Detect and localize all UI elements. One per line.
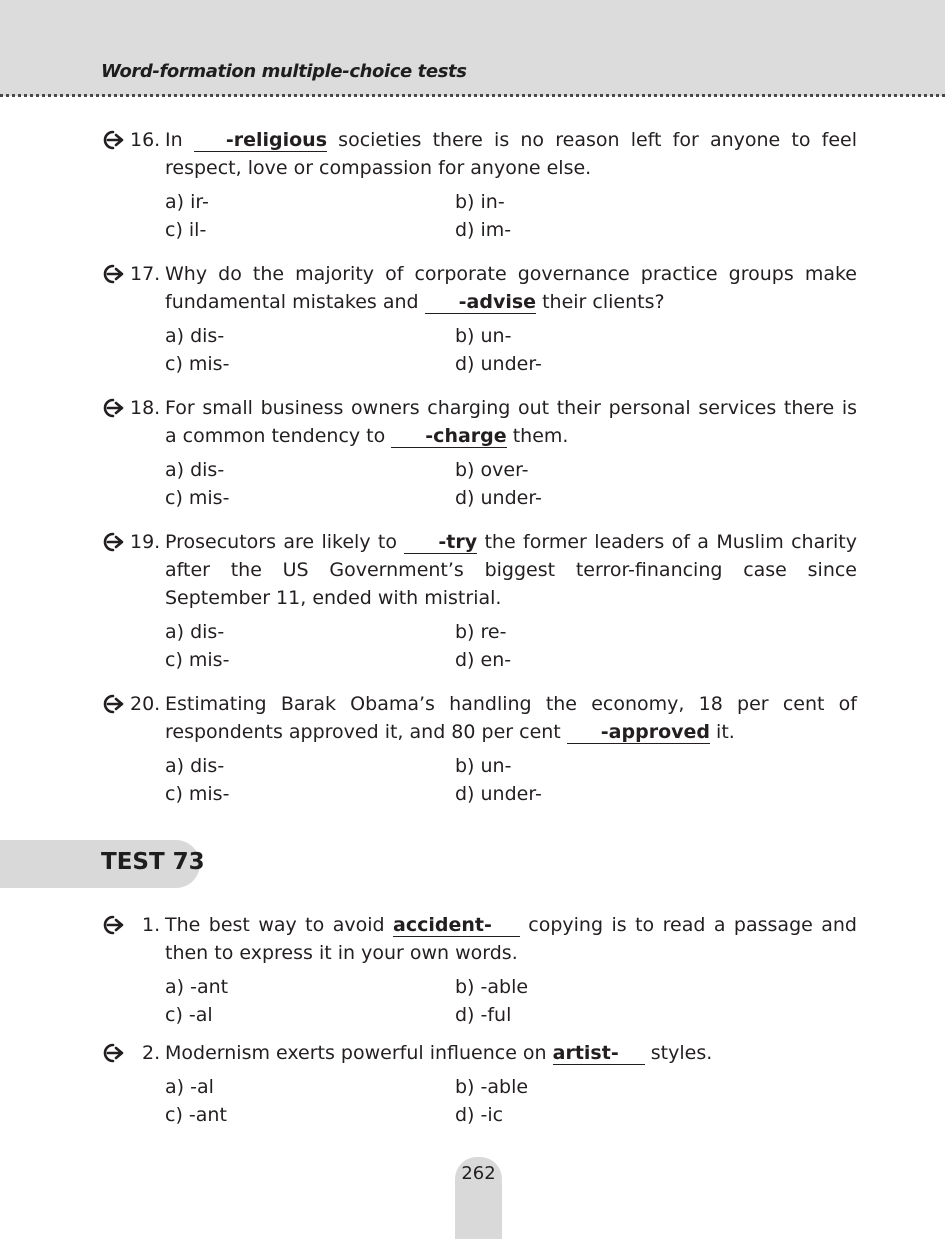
option-a[interactable]: a) dis- [165, 325, 225, 347]
header-dotted-divider [0, 94, 945, 97]
option-b[interactable]: b) un- [455, 755, 512, 777]
right-arrow-icon [101, 398, 125, 418]
question-16 [101, 126, 857, 244]
page-number: 262 [461, 1163, 496, 1184]
option-a[interactable]: a) -al [165, 1076, 214, 1098]
question-number: 2. [142, 1042, 161, 1064]
option-c[interactable]: c) mis- [165, 649, 230, 671]
question-number: 20. [130, 693, 161, 715]
option-b[interactable]: b) in- [455, 191, 505, 213]
answer-options [165, 618, 857, 674]
right-arrow-icon [101, 532, 125, 552]
question-text: Why do the majority of corporate governance practice groups make fundamental mistakes and -advise their clients? [165, 263, 857, 313]
option-a[interactable]: a) dis- [165, 621, 225, 643]
header-title: Word-formation multiple-choice tests [101, 61, 467, 82]
question-20 [101, 690, 857, 808]
test-title: TEST 73 [101, 849, 205, 875]
option-d[interactable]: d) im- [455, 219, 512, 241]
right-arrow-icon [101, 264, 125, 284]
option-b[interactable]: b) -able [455, 1076, 529, 1098]
answer-options [165, 322, 857, 378]
option-c[interactable]: c) mis- [165, 353, 230, 375]
option-c[interactable]: c) il- [165, 219, 207, 241]
answer-blank: -approved [567, 721, 710, 744]
option-a[interactable]: a) dis- [165, 755, 225, 777]
question-text: Prosecutors are likely to -try the former leaders of a Muslim charity after the US Government’s biggest terror-financing case since September 11, ended with mistrial. [165, 531, 857, 609]
option-a[interactable]: a) dis- [165, 459, 225, 481]
question-18 [101, 394, 857, 512]
question-number: 16. [130, 129, 161, 151]
option-a[interactable]: a) ir- [165, 191, 209, 213]
answer-options [165, 1073, 857, 1129]
option-c[interactable]: c) mis- [165, 487, 230, 509]
option-b[interactable]: b) re- [455, 621, 507, 643]
question-1 [101, 911, 857, 1029]
question-number: 19. [130, 531, 161, 553]
question-text: Modernism exerts powerful influence on artist- styles. [165, 1042, 713, 1064]
answer-options [165, 752, 857, 808]
answer-options [165, 188, 857, 244]
question-text: In -religious societies there is no reason left for anyone to feel respect, love or compassion for anyone else. [165, 129, 858, 179]
question-number: 17. [130, 263, 161, 285]
answer-blank: artist- [553, 1042, 645, 1065]
option-d[interactable]: d) under- [455, 353, 542, 375]
answer-options [165, 973, 857, 1029]
option-b[interactable]: b) un- [455, 325, 512, 347]
answer-blank: -try [404, 531, 477, 554]
option-d[interactable]: d) -ic [455, 1104, 504, 1126]
right-arrow-icon [101, 694, 125, 714]
option-b[interactable]: b) over- [455, 459, 529, 481]
option-c[interactable]: c) mis- [165, 783, 230, 805]
question-number: 1. [142, 914, 161, 936]
answer-blank: -advise [425, 291, 536, 314]
question-text: The best way to avoid accident- copying is to read a passage and then to express it in your own words. [165, 914, 857, 964]
option-c[interactable]: c) -ant [165, 1104, 227, 1126]
answer-blank: -charge [391, 425, 506, 448]
question-number: 18. [130, 397, 161, 419]
question-19 [101, 528, 857, 674]
option-d[interactable]: d) under- [455, 783, 542, 805]
right-arrow-icon [101, 915, 125, 935]
answer-blank: accident- [393, 914, 520, 937]
answer-blank: -religious [194, 129, 327, 152]
option-a[interactable]: a) -ant [165, 976, 229, 998]
option-b[interactable]: b) -able [455, 976, 529, 998]
answer-options [165, 456, 857, 512]
right-arrow-icon [101, 130, 125, 150]
right-arrow-icon [101, 1043, 125, 1063]
question-2 [101, 1039, 857, 1129]
question-text: For small business owners charging out their personal services there is a common tendency to -charge them. [165, 397, 857, 447]
question-text: Estimating Barak Obama’s handling the economy, 18 per cent of respondents approved it, and 80 per cent -approved it. [165, 693, 857, 743]
option-d[interactable]: d) under- [455, 487, 542, 509]
option-d[interactable]: d) -ful [455, 1004, 512, 1026]
option-d[interactable]: d) en- [455, 649, 512, 671]
question-17 [101, 260, 857, 378]
option-c[interactable]: c) -al [165, 1004, 213, 1026]
